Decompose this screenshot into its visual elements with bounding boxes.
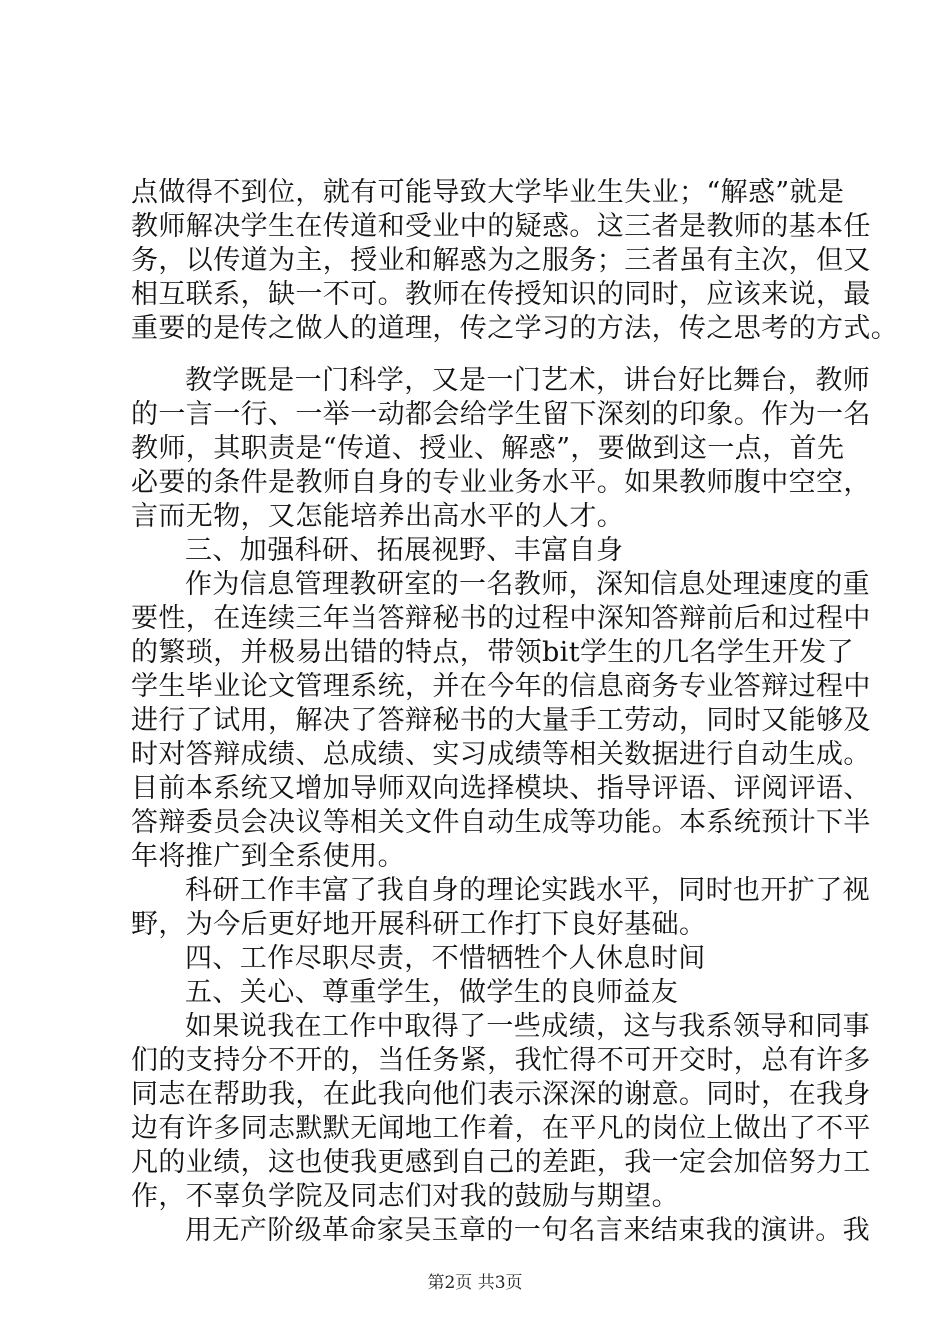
text-line: 必要的条件是教师自身的专业业务水平。如果教师腹中空空， bbox=[131, 467, 871, 498]
text-line: 作，不辜负学院及同志们对我的鼓励与期望。 bbox=[131, 1181, 679, 1212]
text-line: 时对答辩成绩、总成绩、实习成绩等相关数据进行自动生成。 bbox=[131, 739, 871, 770]
section-heading: 五、关心、尊重学生，做学生的良师益友 bbox=[185, 977, 679, 1008]
section-heading: 三、加强科研、拓展视野、丰富自身 bbox=[185, 535, 624, 566]
section-heading: 四、工作尽职尽责，不惜牺牲个人休息时间 bbox=[185, 943, 706, 974]
text-line: 年将推广到全系使用。 bbox=[131, 841, 405, 872]
text-line: 教师，其职责是“传道、授业、解惑”，要做到这一点，首先 bbox=[131, 433, 845, 464]
text-line: 点做得不到位，就有可能导致大学毕业生失业；“解惑”就是 bbox=[131, 177, 845, 208]
text-line: 要性，在连续三年当答辩秘书的过程中深知答辩前后和过程中 bbox=[131, 603, 871, 634]
text-line: 目前本系统又增加导师双向选择模块、指导评语、评阅评语、 bbox=[131, 773, 871, 804]
paragraph-start-line: 作为信息管理教研室的一名教师，深知信息处理速度的重 bbox=[185, 569, 870, 600]
text-line: 答辩委员会决议等相关文件自动生成等功能。本系统预计下半 bbox=[131, 807, 871, 838]
paragraph-start-line: 用无产阶级革命家吴玉章的一句名言来结束我的演讲。我 bbox=[185, 1215, 870, 1246]
text-line: 野，为今后更好地开展科研工作打下良好基础。 bbox=[131, 909, 707, 940]
text-line: 们的支持分不开的，当任务紧，我忙得不可开交时，总有许多 bbox=[131, 1045, 871, 1076]
text-line: 重要的是传之做人的道理，传之学习的方法，传之思考的方式。 bbox=[131, 313, 899, 344]
text-line: 的繁琐，并极易出错的特点，带领bit学生的几名学生开发了 bbox=[131, 637, 854, 668]
text-line: 务，以传道为主，授业和解惑为之服务；三者虽有主次，但又 bbox=[131, 245, 871, 276]
paragraph-start-line: 教学既是一门科学，又是一门艺术，讲台好比舞台，教师 bbox=[185, 365, 870, 396]
text-line: 言而无物，又怎能培养出高水平的人才。 bbox=[131, 501, 625, 532]
text-line: 的一言一行、一举一动都会给学生留下深刻的印象。作为一名 bbox=[131, 399, 871, 430]
paragraph-start-line: 如果说我在工作中取得了一些成绩，这与我系领导和同事 bbox=[185, 1011, 870, 1042]
text-line: 教师解决学生在传道和受业中的疑惑。这三者是教师的基本任 bbox=[131, 211, 871, 242]
text-line: 学生毕业论文管理系统，并在今年的信息商务专业答辩过程中 bbox=[131, 671, 871, 702]
page-number-footer: 第2页 共3页 bbox=[427, 1273, 523, 1293]
text-line: 进行了试用，解决了答辩秘书的大量手工劳动，同时又能够及 bbox=[131, 705, 871, 736]
paragraph-start-line: 科研工作丰富了我自身的理论实践水平，同时也开扩了视 bbox=[185, 875, 870, 906]
text-line: 边有许多同志默默无闻地工作着，在平凡的岗位上做出了不平 bbox=[131, 1113, 871, 1144]
text-line: 相互联系，缺一不可。教师在传授知识的同时，应该来说，最 bbox=[131, 279, 871, 310]
text-line: 凡的业绩，这也使我更感到自己的差距，我一定会加倍努力工 bbox=[131, 1147, 871, 1178]
text-line: 同志在帮助我，在此我向他们表示深深的谢意。同时，在我身 bbox=[131, 1079, 871, 1110]
